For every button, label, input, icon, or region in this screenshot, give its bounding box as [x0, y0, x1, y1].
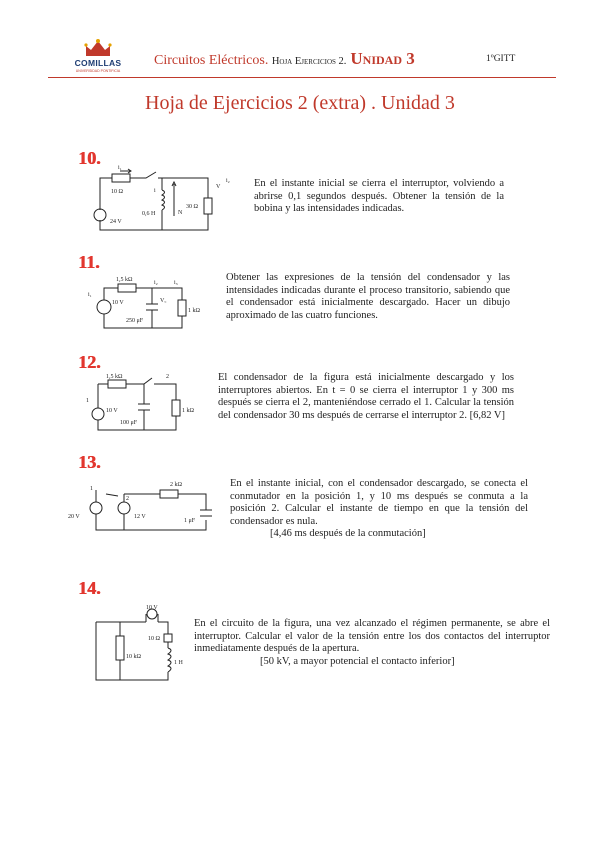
logo-name: COMILLAS	[74, 58, 122, 68]
capacitor-label: 100 μF	[120, 420, 138, 426]
circuit-diagram	[90, 165, 230, 238]
current-label: i	[154, 188, 156, 194]
source-label: 10 V	[146, 605, 158, 611]
resistor-label: 1,5 kΩ	[116, 277, 133, 283]
header-rule	[48, 77, 556, 78]
exercise-statement	[230, 478, 528, 541]
resistor-label: 1,5 kΩ	[106, 374, 123, 380]
coil-label: 0,6 H	[142, 211, 156, 217]
source-label: 10 V	[112, 300, 124, 306]
circuit-diagram	[66, 480, 216, 542]
source-label: 24 V	[110, 219, 122, 225]
sheet-name: Hoja Ejercicios 2.	[271, 56, 347, 67]
source-label: 20 V	[68, 514, 80, 520]
resistor-label: 30 Ω	[186, 204, 198, 210]
exercise-answer: [50 kV, a mayor potencial el contacto inferior]	[260, 655, 455, 667]
voltage-label: V	[216, 184, 221, 190]
exercise-statement: En el instante inicial se cierra el interruptor, volviendo a abrirse 0,1 segundos después. Obtener la tensión de la bobina y las intensidades indicadas.	[254, 178, 504, 214]
exercise-text: En el instante inicial, con el condensador descargado, se conecta el conmutador en la posición 1, y 10 ms después se conmuta a la posición 2. Calcular el instante de tiempo en que la tensión del condensador es nula.	[230, 478, 528, 527]
resistor-label: 10 Ω	[111, 189, 123, 195]
circuit-diagram	[86, 372, 194, 434]
position-label: 2	[126, 496, 129, 502]
circuit-diagram	[90, 606, 190, 686]
switch-label: 2	[166, 374, 169, 380]
page-header	[154, 49, 415, 69]
exercise-text: El condensador de la figura está inicialmente descargado y los interruptores abiertos. En t = 0 se cierra el interruptor 1 y 300 ms después se cierra el 2, manteniéndose cerrado el 1. Calcular la tensión del condensador 30 ms después de cerrarse el interruptor 2.	[218, 372, 514, 421]
position-label: 1	[90, 486, 93, 492]
exercise-answer: [6,82 V]	[469, 409, 506, 421]
resistor-label: 10 Ω	[148, 636, 160, 642]
current-label: i₁	[88, 292, 92, 298]
course-name: Circuitos Eléctricos	[154, 53, 265, 68]
resistor-label: 2 kΩ	[170, 482, 182, 488]
exercise-answer: [4,46 ms después de la conmutación]	[270, 528, 426, 539]
source-label: 12 V	[134, 514, 146, 520]
exercise-statement	[218, 372, 514, 422]
crown-icon	[82, 38, 114, 58]
exercise-statement	[194, 618, 550, 668]
exercise-text: En el circuito de la figura, una vez alcanzado el régimen permanente, se abre el interruptor. Calcular el valor de la tensión entre los dos contactos del interruptor inmediatamente después de la apertura.	[194, 618, 550, 654]
exercise-number: 12.	[78, 352, 101, 372]
current-label: i₂	[154, 280, 158, 286]
university-logo	[70, 38, 126, 78]
current-label: i₃	[174, 280, 178, 286]
exercise-number: 13.	[78, 452, 101, 472]
exercise-number: 10.	[78, 148, 101, 168]
exercise-number: 11.	[78, 252, 100, 272]
capacitor-label: 1 μF	[184, 518, 196, 524]
course-code: 1ºGITT	[486, 54, 516, 64]
resistor-label: 1 kΩ	[182, 408, 194, 414]
switch-label: 1	[86, 398, 89, 404]
resistor-label: 1 kΩ	[188, 308, 200, 314]
circuit-diagram	[90, 272, 200, 332]
unit-name: Unidad 3	[350, 49, 415, 68]
current-label: i₂	[226, 178, 230, 184]
current-label: i₁	[118, 165, 122, 171]
exercise-number: 14.	[78, 578, 101, 598]
voltage-label: V꜀	[160, 298, 167, 304]
node-label: N	[178, 210, 183, 216]
source-label: 10 V	[106, 408, 118, 414]
header-separator: .	[264, 53, 272, 68]
page-title: Hoja de Ejercicios 2 (extra) . Unidad 3	[145, 92, 455, 114]
capacitor-label: 250 μF	[126, 318, 144, 324]
exercise-statement: Obtener las expresiones de la tensión del condensador y las intensidades indicadas durante el proceso transitorio, sabiendo que el condensador está inicialmente descargado. Hacer un dibujo aproximado de las cuatro funciones.	[226, 272, 510, 321]
logo-subtitle: UNIVERSIDAD PONTIFICIA	[75, 69, 121, 73]
resistor-label: 10 kΩ	[126, 654, 141, 660]
inductor-label: 1 H	[174, 660, 183, 666]
